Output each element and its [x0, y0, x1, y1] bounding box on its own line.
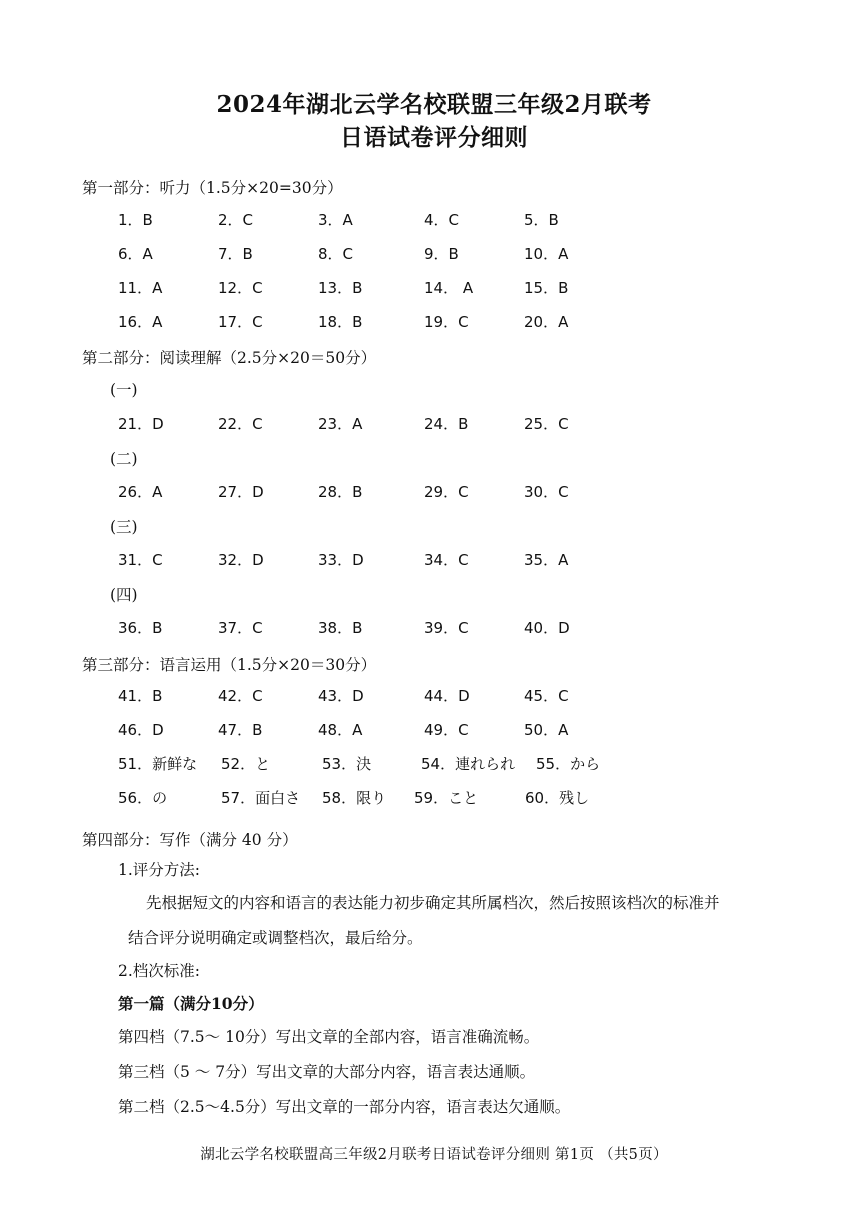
part3-heading: 第三部分：语言运用（1.5分×20＝30分） — [82, 656, 377, 674]
answer-item: 4．C — [424, 211, 460, 229]
answer-item: 56．の — [118, 789, 168, 807]
answer-item: 57．面白さ — [221, 789, 301, 807]
answer-row — [0, 209, 868, 231]
answer-item: 34．C — [424, 551, 469, 569]
answer-item: 28．B — [318, 483, 363, 501]
answer-row — [0, 719, 868, 741]
scoring-method-line2: 结合评分说明确定或调整档次，最后给分。 — [128, 929, 423, 947]
document-subtitle: 日语试卷评分细则 — [340, 124, 528, 151]
level-2-criteria: 第二档（2.5～4.5分）写出文章的一部分内容，语言表达欠通顺。 — [118, 1098, 571, 1116]
answer-item: 51．新鲜な — [118, 755, 198, 773]
answer-item: 29．C — [424, 483, 469, 501]
answer-item: 19．C — [424, 313, 469, 331]
reading-section-label: (一) — [110, 381, 138, 399]
answer-item: 5．B — [524, 211, 559, 229]
answer-item: 7．B — [218, 245, 253, 263]
answer-item: 21．D — [118, 415, 164, 433]
answer-item: 32．D — [218, 551, 264, 569]
answer-row — [0, 617, 868, 639]
answer-item: 15．B — [524, 279, 569, 297]
reading-section-label: (三) — [110, 518, 138, 536]
answer-item: 12．C — [218, 279, 263, 297]
answer-item: 60．残し — [525, 789, 590, 807]
answer-row — [0, 481, 868, 503]
answer-row — [0, 277, 868, 299]
answer-item: 36．B — [118, 619, 163, 637]
answer-item: 6．A — [118, 245, 153, 263]
reading-section-label: (二) — [110, 450, 138, 468]
answer-item: 11．A — [118, 279, 163, 297]
answer-item: 39．C — [424, 619, 469, 637]
part4-heading: 第四部分：写作（满分 40 分） — [82, 831, 298, 849]
answer-item: 35．A — [524, 551, 569, 569]
answer-item: 1．B — [118, 211, 153, 229]
answer-item: 58．限り — [322, 789, 387, 807]
answer-item: 8．C — [318, 245, 354, 263]
answer-item: 44．D — [424, 687, 470, 705]
answer-item: 26．A — [118, 483, 163, 501]
reading-section-label: (四) — [110, 586, 138, 604]
part1-heading: 第一部分：听力（1.5分×20=30分） — [82, 179, 343, 197]
answer-item: 18．B — [318, 313, 363, 331]
part2-heading: 第二部分：阅读理解（2.5分×20＝50分） — [82, 349, 377, 367]
answer-item: 10．A — [524, 245, 569, 263]
answer-item: 50．A — [524, 721, 569, 739]
answer-item: 30．C — [524, 483, 569, 501]
page-footer: 湖北云学名校联盟高三年级2月联考日语试卷评分细则 第1页 （共5页） — [200, 1147, 668, 1163]
answer-row — [0, 549, 868, 571]
answer-item: 52．と — [221, 755, 271, 773]
answer-item: 23．A — [318, 415, 363, 433]
answer-item: 48．A — [318, 721, 363, 739]
answer-item: 46．D — [118, 721, 164, 739]
answer-item: 59．こと — [414, 789, 479, 807]
answer-item: 13．B — [318, 279, 363, 297]
level-3-criteria: 第三档（5 ～ 7分）写出文章的大部分内容，语言表达通顺。 — [118, 1063, 536, 1081]
level-standard-title: 2.档次标准: — [118, 962, 201, 980]
answer-item: 37．C — [218, 619, 263, 637]
answer-item: 22．C — [218, 415, 263, 433]
answer-row — [0, 685, 868, 707]
answer-item: 42．C — [218, 687, 263, 705]
answer-item: 27．D — [218, 483, 264, 501]
answer-item: 24．B — [424, 415, 469, 433]
answer-row — [0, 243, 868, 265]
answer-item: 25．C — [524, 415, 569, 433]
document-title: 2024年湖北云学名校联盟三年级2月联考 — [216, 91, 652, 118]
answer-item: 45．C — [524, 687, 569, 705]
answer-item: 17．C — [218, 313, 263, 331]
scoring-method-title: 1.评分方法: — [118, 861, 201, 879]
answer-item: 53．決 — [322, 755, 372, 773]
answer-item: 40．D — [524, 619, 570, 637]
answer-row — [0, 413, 868, 435]
answer-item: 55．から — [536, 755, 601, 773]
level-4-criteria: 第四档（7.5～ 10分）写出文章的全部内容，语言准确流畅。 — [118, 1028, 540, 1046]
answer-item: 33．D — [318, 551, 364, 569]
first-piece-title: 第一篇（满分10分） — [118, 994, 264, 1013]
answer-item: 2．C — [218, 211, 254, 229]
answer-item: 31．C — [118, 551, 163, 569]
answer-item: 3．A — [318, 211, 353, 229]
answer-item: 14． A — [424, 279, 474, 297]
answer-item: 20．A — [524, 313, 569, 331]
answer-row — [0, 311, 868, 333]
answer-item: 9．B — [424, 245, 459, 263]
answer-item: 41．B — [118, 687, 163, 705]
answer-item: 16．A — [118, 313, 163, 331]
answer-item: 38．B — [318, 619, 363, 637]
scoring-method-line1: 先根据短文的内容和语言的表达能力初步确定其所属档次，然后按照该档次的标准并 — [146, 894, 720, 912]
answer-item: 49．C — [424, 721, 469, 739]
answer-item: 54．連れられ — [421, 755, 516, 773]
answer-item: 43．D — [318, 687, 364, 705]
answer-item: 47．B — [218, 721, 263, 739]
answer-row — [0, 753, 868, 775]
answer-row — [0, 787, 868, 809]
